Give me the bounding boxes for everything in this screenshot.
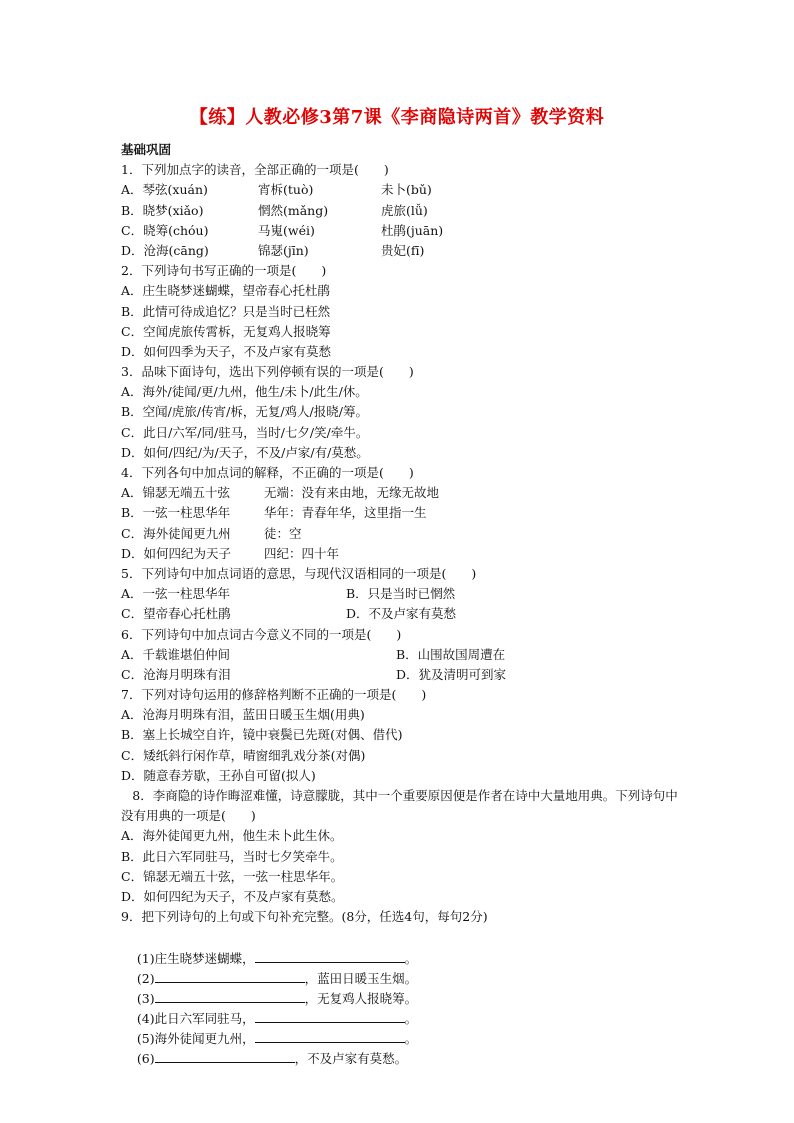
question-4-option-row bbox=[121, 483, 681, 503]
item-number: (1) bbox=[136, 950, 155, 966]
question-8-option: B．此日六军同驻马，当时七夕笑牵牛。 bbox=[121, 848, 343, 864]
document-title: 【练】人教必修3第7课《李商隐诗两首》教学资料 bbox=[189, 107, 605, 128]
verse-text: 庄生晓梦迷蝴蝶， bbox=[154, 950, 255, 966]
question-8-option: A．海外徒闻更九州，他生未卜此生休。 bbox=[121, 828, 343, 844]
verse-text: 海外徒闻更九州， bbox=[154, 1031, 255, 1047]
option-explanation: 四纪：四十年 bbox=[264, 545, 340, 561]
question-3-option: C．此日/六军/同/驻马，当时/七夕/笑/牵牛。 bbox=[121, 424, 369, 440]
option-cell: A．锦瑟无端五十弦 bbox=[121, 485, 231, 501]
option-cell: C．望帝春心托杜鹃 bbox=[121, 606, 231, 622]
option-cell: A．琴弦(xuán) bbox=[121, 182, 208, 198]
option-cell: D．沧海(cāng) bbox=[121, 242, 209, 258]
option-cell: 杜鹃(juān) bbox=[381, 222, 444, 238]
verse-text: 。 bbox=[404, 1011, 418, 1027]
question-6-option-row bbox=[121, 645, 681, 665]
question-4-option-row bbox=[121, 544, 681, 564]
answer-blank[interactable] bbox=[155, 1048, 295, 1063]
question-1-option-row bbox=[121, 180, 681, 200]
question-5-stem: 5．下列诗句中加点词语的意思，与现代汉语相同的一项是( ) bbox=[121, 565, 477, 581]
verse-text: 此日六军同驻马， bbox=[154, 1011, 255, 1027]
question-8-stem: 8．李商隐的诗作晦涩难懂，诗意朦胧，其中一个重要原因便是作者在诗中大量地用典。下列诗句中没有用典的一项是( ) bbox=[121, 788, 678, 824]
answer-blank[interactable] bbox=[155, 968, 305, 983]
question-8-option: C．锦瑟无端五十弦，一弦一柱思华年。 bbox=[121, 868, 344, 884]
verse-text: ，不及卢家有莫愁。 bbox=[294, 1051, 408, 1067]
item-number: (3) bbox=[136, 990, 155, 1006]
option-cell: B．山围故国周遭在 bbox=[396, 646, 506, 662]
question-1-stem: 1．下列加点字的读音，全部正确的一项是( ) bbox=[121, 162, 389, 178]
question-6-option-row bbox=[121, 665, 681, 685]
question-5-option-row bbox=[121, 604, 681, 624]
item-number: (2) bbox=[136, 970, 155, 986]
question-3-option: A．海外/徒闻/更/九州，他生/未卜/此生/休。 bbox=[121, 384, 368, 400]
option-cell: B．晓梦(xiǎo) bbox=[121, 202, 204, 218]
question-2-option: A．庄生晓梦迷蝴蝶，望帝春心托杜鹃 bbox=[121, 283, 331, 299]
option-cell: 贵妃(fī) bbox=[381, 242, 425, 258]
answer-blank[interactable] bbox=[255, 1008, 405, 1023]
item-number: (5) bbox=[136, 1031, 155, 1047]
question-3-option: D．如何/四纪/为/天子，不及/卢家/有/莫愁。 bbox=[121, 444, 369, 460]
option-explanation: 无端：没有来由地，无缘无故地 bbox=[264, 485, 440, 501]
question-5-option-row bbox=[121, 584, 681, 604]
verse-text: 。 bbox=[404, 1031, 418, 1047]
verse-text: ，蓝田日暖玉生烟。 bbox=[304, 970, 418, 986]
answer-blank[interactable] bbox=[255, 948, 405, 963]
option-cell: D．犹及清明可到家 bbox=[396, 666, 507, 682]
option-cell: C．晓筹(chóu) bbox=[121, 222, 209, 238]
question-7-option: A．沧海月明珠有泪，蓝田日暖玉生烟(用典) bbox=[121, 707, 365, 723]
question-1-option-row bbox=[121, 241, 681, 261]
answer-blank[interactable] bbox=[255, 1028, 405, 1043]
question-7-option: D．随意春芳歇，王孙自可留(拟人) bbox=[121, 767, 316, 783]
question-6-stem: 6．下列诗句中加点词古今意义不同的一项是( ) bbox=[121, 626, 402, 642]
option-cell: C．沧海月明珠有泪 bbox=[121, 666, 231, 682]
question-3-option: B．空闻/虎旅/传宵/柝，无复/鸡人/报晓/筹。 bbox=[121, 404, 368, 420]
option-cell: B．只是当时已惘然 bbox=[346, 586, 456, 602]
option-cell: 马嵬(wéi) bbox=[258, 222, 315, 238]
option-cell: 锦瑟(jīn) bbox=[258, 242, 309, 258]
answer-blank[interactable] bbox=[155, 988, 305, 1003]
option-cell: C．海外徒闻更九州 bbox=[121, 525, 231, 541]
question-7-option: B．塞上长城空自许，镜中衰鬓已先斑(对偶、借代) bbox=[121, 727, 403, 743]
question-3-stem: 3．品味下面诗句，选出下列停顿有误的一项是( ) bbox=[121, 364, 414, 380]
option-cell: 未卜(bǔ) bbox=[381, 182, 432, 198]
option-cell: A．一弦一柱思华年 bbox=[121, 586, 231, 602]
question-4-option-row bbox=[121, 503, 681, 523]
fill-blank-item bbox=[121, 927, 681, 966]
question-1-option-row bbox=[121, 201, 681, 221]
option-explanation: 华年：青春年华，这里指一生 bbox=[264, 505, 427, 521]
question-2-stem: 2．下列诗句书写正确的一项是( ) bbox=[121, 263, 327, 279]
option-cell: D．如何四纪为天子 bbox=[121, 545, 232, 561]
verse-text: 。 bbox=[404, 950, 418, 966]
option-cell: 惘然(mǎng) bbox=[258, 202, 329, 218]
option-cell: 宵柝(tuò) bbox=[258, 182, 314, 198]
question-7-stem: 7．下列对诗句运用的修辞格判断不正确的一项是( ) bbox=[121, 687, 427, 703]
section-heading: 基础巩固 bbox=[121, 142, 172, 157]
question-2-option: B．此情可待成追忆？只是当时已枉然 bbox=[121, 303, 331, 319]
option-explanation: 徒：空 bbox=[264, 525, 302, 541]
option-cell: D．不及卢家有莫愁 bbox=[346, 606, 457, 622]
question-4-stem: 4．下列各句中加点词的解释，不正确的一项是( ) bbox=[121, 465, 414, 480]
item-number: (4) bbox=[136, 1011, 155, 1027]
question-2-option: C．空闻虎旅传霄柝，无复鸡人报晓筹 bbox=[121, 323, 331, 339]
verse-text: ，无复鸡人报晓筹。 bbox=[304, 990, 418, 1006]
question-1-option-row bbox=[121, 221, 681, 241]
question-2-option: D．如何四季为天子，不及卢家有莫愁 bbox=[121, 343, 332, 359]
option-cell: 虎旅(lǚ) bbox=[381, 202, 428, 218]
question-9-stem: 9．把下列诗句的上句或下句补充完整。(8分，任选4句，每句2分) bbox=[121, 909, 488, 925]
question-7-option: C．矮纸斜行闲作草，晴窗细乳戏分茶(对偶) bbox=[121, 747, 366, 763]
option-cell: A．千载谁堪伯仲间 bbox=[121, 646, 231, 662]
exercise-content bbox=[121, 140, 681, 1067]
question-4-option-row bbox=[121, 524, 681, 544]
item-number: (6) bbox=[136, 1051, 155, 1067]
option-cell: B．一弦一柱思华年 bbox=[121, 505, 231, 521]
question-8-option: D．如何四纪为天子，不及卢家有莫愁。 bbox=[121, 888, 344, 904]
